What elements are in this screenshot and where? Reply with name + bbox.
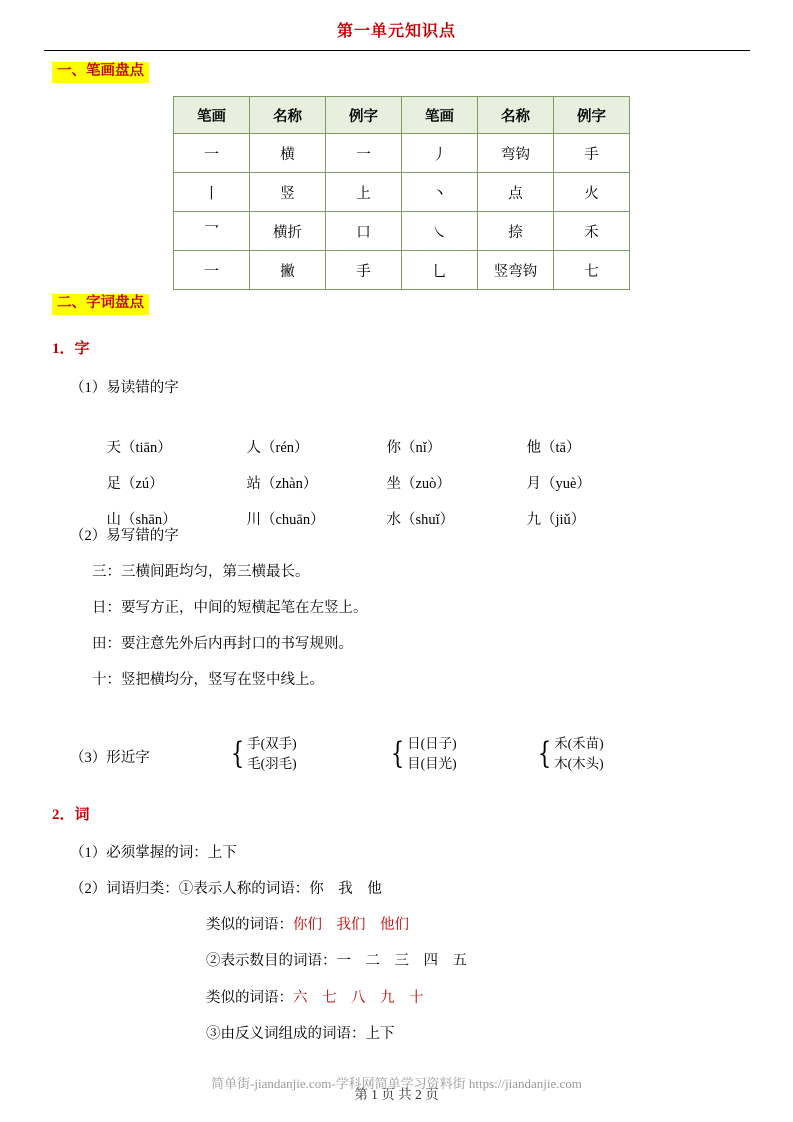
table-cell: 竖	[250, 173, 326, 212]
similar-words-label: 类似的词语：	[206, 990, 293, 1006]
ci-line-1: （1）必须掌握的词：上下	[70, 845, 237, 861]
similar-char-item: 日(日子)	[407, 736, 457, 751]
table-row	[174, 251, 630, 290]
pinyin-item: 他（tā）	[526, 440, 581, 456]
table-header-cell: 名称	[478, 97, 554, 134]
zi-sub1-label: （1）易读错的字	[70, 380, 179, 396]
pinyin-item: 你（nǐ）	[386, 440, 442, 456]
table-cell: 丿	[402, 134, 478, 173]
stroke-table	[173, 96, 630, 290]
ci-line-3	[206, 917, 409, 934]
table-row	[174, 134, 630, 173]
table-cell: 丨	[174, 173, 250, 212]
wrong-char-line: 三：三横间距均匀，第三横最长。	[92, 564, 310, 580]
table-cell: 横	[250, 134, 326, 173]
table-cell: 点	[478, 173, 554, 212]
pinyin-item: 水（shuǐ）	[386, 512, 455, 528]
pinyin-item: 足（zú）	[106, 476, 164, 492]
table-cell: 禾	[554, 212, 630, 251]
table-cell: 一	[326, 134, 402, 173]
table-header-row	[174, 97, 630, 134]
ci-line-6: ③由反义词组成的词语：上下	[206, 1026, 395, 1042]
left-brace-icon: {	[230, 736, 245, 771]
similar-char-item: 手(双手)	[247, 736, 297, 751]
pinyin-item: 站（zhàn）	[246, 476, 318, 492]
table-row	[174, 212, 630, 251]
similar-char-item: 毛(羽毛)	[247, 756, 297, 771]
similar-char-item: 木(木头)	[554, 756, 604, 771]
pinyin-item: 坐（zuò）	[386, 476, 451, 492]
table-cell: 上	[326, 173, 402, 212]
similar-char-group	[228, 734, 297, 774]
table-cell: 一	[174, 251, 250, 290]
wrong-char-line: 日：要写方正，中间的短横起笔在左竖上。	[92, 600, 368, 616]
table-cell: ㇏	[402, 212, 478, 251]
pinyin-item: 人（rén）	[246, 440, 309, 456]
footer-page-number: 第 1 页 共 2 页	[354, 1087, 439, 1102]
left-brace-icon: {	[537, 736, 552, 771]
left-brace-icon: {	[390, 736, 405, 771]
table-cell: 一	[174, 134, 250, 173]
title-divider	[44, 50, 750, 51]
ci-line-5	[206, 990, 424, 1007]
table-cell: 竖弯钩	[478, 251, 554, 290]
table-cell: 弯钩	[478, 134, 554, 173]
table-header-cell: 例字	[326, 97, 402, 134]
ci-line-2: （2）词语归类：①表示人称的词语：你 我 他	[70, 881, 382, 897]
table-cell: 丶	[402, 173, 478, 212]
table-cell: 乚	[402, 251, 478, 290]
pinyin-item: 九（jiǔ）	[526, 512, 586, 528]
table-row	[174, 173, 630, 212]
table-cell: 捺	[478, 212, 554, 251]
wrong-char-line: 十：竖把横均分，竖写在竖中线上。	[92, 672, 324, 688]
subsection-zi-heading: 1．字	[52, 341, 90, 357]
similar-char-item: 禾(禾苗)	[554, 736, 604, 751]
table-cell: 手	[554, 134, 630, 173]
page-title: 第一单元知识点	[336, 23, 456, 40]
table-cell: 乛	[174, 212, 250, 251]
footer-watermark: 简单街-jiandanjie.com-学科网简单学习资料街 https://jiandanjie.com	[211, 1076, 582, 1091]
similar-words-value: 你们 我们 他们	[293, 917, 409, 933]
zi-sub2-label: （2）易写错的字	[70, 528, 179, 544]
table-cell: 七	[554, 251, 630, 290]
wrong-char-line: 田：要注意先外后内再封口的书写规则。	[92, 636, 353, 652]
table-cell: 撇	[250, 251, 326, 290]
zi-sub3-label: （3）形近字	[70, 750, 150, 766]
table-cell: 手	[326, 251, 402, 290]
table-cell: 横折	[250, 212, 326, 251]
similar-char-group	[388, 734, 457, 774]
section-heading-zici: 二、字词盘点	[52, 294, 149, 315]
similar-words-value: 六 七 八 九 十	[293, 990, 424, 1006]
pinyin-item: 山（shān）	[106, 512, 177, 528]
table-header-cell: 笔画	[174, 97, 250, 134]
table-header-cell: 笔画	[402, 97, 478, 134]
pinyin-item: 月（yuè）	[526, 476, 591, 492]
pinyin-item: 川（chuān）	[246, 512, 325, 528]
pinyin-item: 天（tiān）	[106, 440, 172, 456]
ci-line-4: ②表示数目的词语：一 二 三 四 五	[206, 953, 467, 969]
table-cell: 火	[554, 173, 630, 212]
section-heading-bihua: 一、笔画盘点	[52, 62, 149, 83]
table-header-cell: 名称	[250, 97, 326, 134]
similar-char-group	[535, 734, 604, 774]
table-header-cell: 例字	[554, 97, 630, 134]
table-cell: 口	[326, 212, 402, 251]
subsection-ci-heading: 2．词	[52, 807, 90, 823]
similar-char-item: 目(目光)	[407, 756, 457, 771]
similar-words-label: 类似的词语：	[206, 917, 293, 933]
